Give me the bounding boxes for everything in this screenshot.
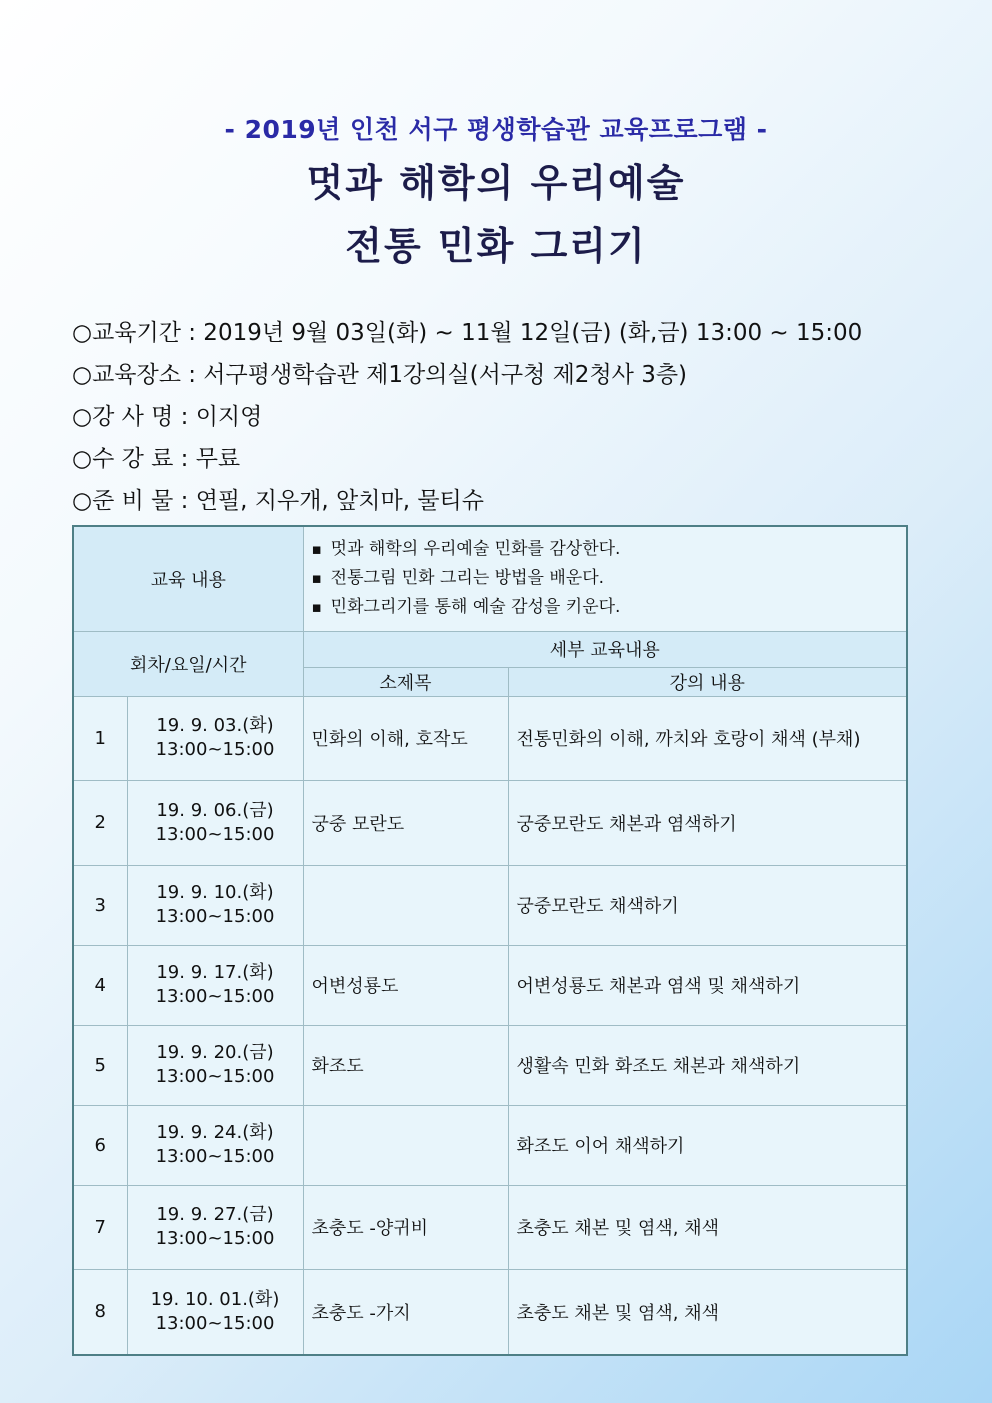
session-datetime	[127, 1025, 303, 1105]
schedule-table	[72, 525, 908, 1356]
session-subject	[303, 865, 508, 945]
content-row	[73, 526, 907, 631]
content-label: 교육 내용	[73, 526, 303, 631]
table-row	[73, 1105, 907, 1185]
session-datetime	[127, 1105, 303, 1185]
session-time: 13:00~15:00	[155, 1066, 275, 1087]
session-lecture: 초충도 채본 및 염색, 채색	[508, 1185, 907, 1269]
session-time: 13:00~15:00	[155, 823, 275, 845]
session-time: 13:00~15:00	[155, 1312, 275, 1334]
content-item: ▪ 전통그림 민화 그리는 방법을 배운다.	[312, 564, 899, 593]
session-lecture: 화조도 이어 채색하기	[508, 1105, 907, 1185]
session-date: 19. 9. 17.(화)	[156, 962, 274, 983]
session-subject	[303, 1105, 508, 1185]
table-row	[73, 696, 907, 780]
session-subject: 화조도	[303, 1025, 508, 1105]
session-lecture: 궁중모란도 채본과 염색하기	[508, 780, 907, 865]
content-item: ▪ 민화그리기를 통해 예술 감성을 키운다.	[312, 593, 899, 622]
session-date: 19. 9. 27.(금)	[156, 1204, 274, 1225]
session-date: 19. 9. 03.(화)	[156, 715, 274, 736]
info-fee: ○수 강 료 : 무료	[72, 446, 241, 472]
table-row	[73, 1025, 907, 1105]
session-lecture: 초충도 채본 및 염색, 채색	[508, 1269, 907, 1355]
content-items-cell	[303, 526, 907, 631]
session-time: 13:00~15:00	[155, 906, 275, 927]
detail-header: 세부 교육내용	[303, 631, 907, 667]
lecture-header: 강의 내용	[508, 667, 907, 696]
info-instructor: ○강 사 명 : 이지영	[72, 404, 263, 430]
table-row	[73, 780, 907, 865]
session-number: 4	[73, 945, 127, 1025]
session-number: 5	[73, 1025, 127, 1105]
session-number: 7	[73, 1185, 127, 1269]
info-location: ○교육장소 : 서구평생학습관 제1강의실(서구청 제2청사 3층)	[72, 362, 688, 388]
table-row	[73, 1269, 907, 1355]
header-row	[73, 631, 907, 667]
session-lecture: 궁중모란도 채색하기	[508, 865, 907, 945]
info-list	[72, 316, 932, 526]
session-datetime	[127, 696, 303, 780]
session-header: 회차/요일/시간	[73, 631, 303, 696]
session-number: 3	[73, 865, 127, 945]
title-line-2: 전통 민화 그리기	[345, 224, 647, 268]
session-time: 13:00~15:00	[155, 739, 275, 760]
session-lecture: 전통민화의 이해, 까치와 호랑이 채색 (부채)	[508, 696, 907, 780]
session-date: 19. 9. 20.(금)	[156, 1042, 274, 1063]
session-date: 19. 9. 06.(금)	[156, 799, 274, 821]
session-number: 2	[73, 780, 127, 865]
session-date: 19. 9. 24.(화)	[156, 1122, 274, 1143]
session-datetime	[127, 1269, 303, 1355]
session-datetime	[127, 780, 303, 865]
session-time: 13:00~15:00	[155, 1146, 275, 1167]
session-date: 19. 10. 01.(화)	[150, 1288, 280, 1310]
session-number: 1	[73, 696, 127, 780]
content-item: ▪ 멋과 해학의 우리예술 민화를 감상한다.	[312, 535, 899, 564]
subject-header: 소제목	[303, 667, 508, 696]
content-list	[312, 535, 899, 622]
session-number: 8	[73, 1269, 127, 1355]
table-row	[73, 865, 907, 945]
session-lecture: 생활속 민화 화조도 채본과 채색하기	[508, 1025, 907, 1105]
session-datetime	[127, 945, 303, 1025]
session-lecture: 어변성룡도 채본과 염색 및 채색하기	[508, 945, 907, 1025]
session-datetime	[127, 1185, 303, 1269]
session-time: 13:00~15:00	[155, 1228, 275, 1249]
session-date: 19. 9. 10.(화)	[156, 882, 274, 903]
info-period: ○교육기간 : 2019년 9월 03일(화) ~ 11월 12일(금) (화,금) 13:00 ~ 15:00	[72, 320, 863, 346]
session-number: 6	[73, 1105, 127, 1185]
session-subject: 초충도 -가지	[303, 1269, 508, 1355]
program-subtitle: - 2019년 인천 서구 평생학습관 교육프로그램 -	[224, 115, 768, 144]
table-row	[73, 945, 907, 1025]
session-datetime	[127, 865, 303, 945]
session-time: 13:00~15:00	[155, 986, 275, 1007]
table-row	[73, 1185, 907, 1269]
session-subject: 어변성룡도	[303, 945, 508, 1025]
title-line-1: 멋과 해학의 우리예술	[306, 161, 686, 205]
info-supplies: ○준 비 물 : 연필, 지우개, 앞치마, 물티슈	[72, 488, 484, 514]
session-subject: 민화의 이해, 호작도	[303, 696, 508, 780]
session-subject: 초충도 -양귀비	[303, 1185, 508, 1269]
session-subject: 궁중 모란도	[303, 780, 508, 865]
